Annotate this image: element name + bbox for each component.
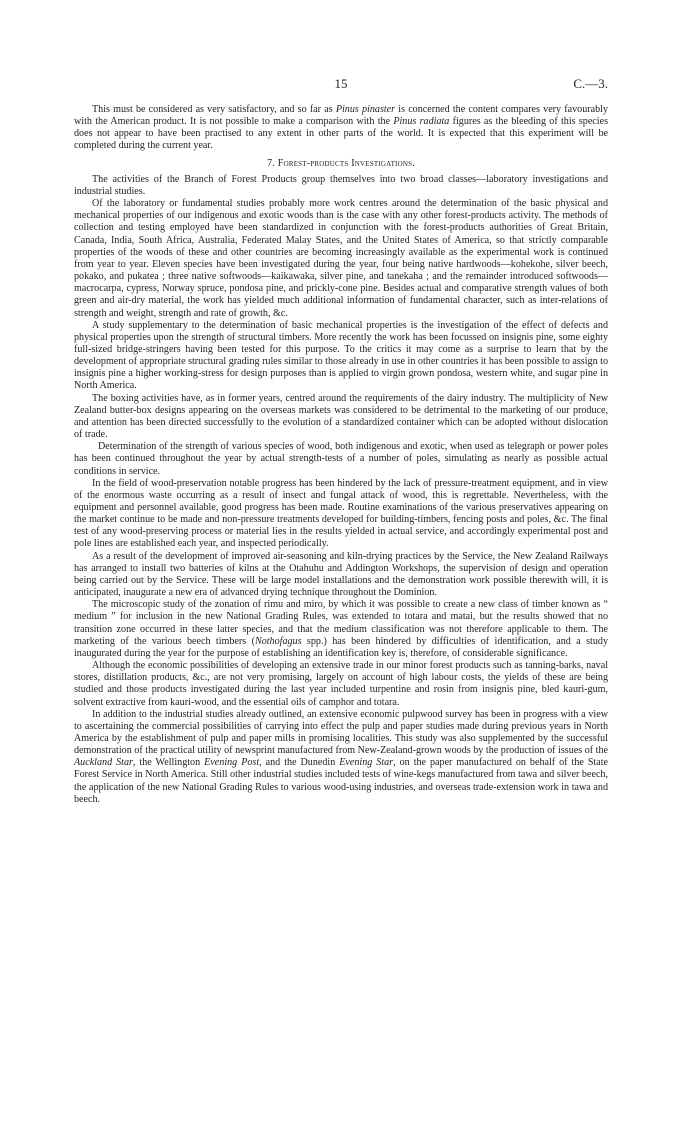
body-text (74, 104, 608, 806)
paragraph-minor-products: Although the economic possibilities of developing an extensive trade in our minor forest products such as tanning-barks, naval stores, distillation products, &c., are not very promising, largely on account of high labour costs, the yields of these are being studied and those products investigated during the last year included turpentine and rosin from insignis pine, bled kauri-gum, solvent extractive from kauri-wood, and the essential oils of camphor and totara. (74, 660, 608, 708)
paragraph-preservation: In the field of wood-preservation notable progress has been hindered by the lack of pressure-treatment equipment, and in view of the enormous waste occurring as a result of insect and fungal attack of wood, this is regrettable. Nevertheless, with the equipment and personnel available, good progress has been made. Routine examinations of the various preservatives appearing on the market continue to be made and non-pressure treatments developed for building-timbers, fencing posts and poles, &c. The final test of any wood-preserving process or material lies in the results yielded in actual service, and accordingly experimental post and pole lines are established each year, and inspected periodically. (74, 477, 608, 550)
newspaper-title: Evening Star (339, 757, 394, 769)
running-head (74, 78, 608, 92)
page-number: 15 (334, 76, 348, 91)
section-heading-text: 7. Forest-products Investigations. (267, 157, 415, 169)
paragraph-kiln-drying: As a result of the development of improved air-seasoning and kiln-drying practices by the Service, the New Zealand Railways has arranged to install two batteries of kilns at the Otahuhu and Addington Workshops, the supervision of design and operation being carried out by the Service. These will be large model installations and the demonstration work possible therewith will, it is anticipated, inaugurate a new era of advanced drying technique throughout the Dominion. (74, 550, 608, 599)
section-heading (74, 158, 608, 170)
newspaper-title: Evening Post (204, 757, 260, 769)
paragraph-laboratory: Of the laboratory or fundamental studies probably more work centres around the determination of the basic physical and mechanical properties of our indigenous and exotic woods than is the case with any other forest-products activity. The methods of collection and testing employed have been standardized in conjunction with the forest-products authorities of Great Britain, Canada, India, South Africa, Australia, Federated Malay States, and the United States of America, so that strictly comparable properties of the woods of these and other countries are becoming increasingly available as the experimental work is continued from year to year. Eleven species have been investigated during the year, four being native hardwoods—kohekohe, silver beech, pokako, and pukatea ; three native softwoods—kaikawaka, silver pine, and tanekaha ; and the remainder introduced softwoods—macrocarpa, cypress, Norway spruce, pondosa pine, and prickly-cone pine. Besides actual and comparative strength values of both green and air-dry material, the work has yielded much additional information of fundamental character, such as inter-relations of strength and weight, strength and rate of growth, &c. (74, 198, 608, 319)
species-name: Pinus radiata (393, 116, 450, 128)
paragraph-supplementary-study: A study supplementary to the determination of basic mechanical properties is the investigation of the effect of defects and physical properties upon the strength of structural timbers. More recently the work has been focussed on insignis pine, some eighty full-sized bridge-stringers having been tested for this purpose. To the critics it may come as a surprise to learn that by the development of appropriate structural grading rules similar to those already in use in other countries it has been possible to assign to insignis pine a higher working-stress for design purposes than is applied to virgin grown pondosa, western white, and sugar pine in North America. (74, 319, 608, 392)
paragraph-classes: The activities of the Branch of Forest Products group themselves into two broad classes—laboratory investigations and industrial studies. (74, 173, 608, 197)
paragraph-pulpwood (74, 709, 608, 806)
text-run: In addition to the industrial studies already outlined, an extensive economic pulpwood survey has been in progress with a view to ascertaining the commercial possibilities of carrying into effect the pulp and paper studies made during previous years in North America by the establishment of pulp and paper mills in promising localities. This study was also supplemented by the successful demonstration of the practical utility of newsprint manufactured from New-Zealand-grown woods by the production of issues of the (74, 708, 608, 757)
paragraph-poles: Determination of the strength of various species of wood, both indigenous and exotic, when used as telegraph or power poles has been continued throughout the year by actual strength-tests of a number of poles, simulating as nearly as possible actual conditions in service. (74, 441, 608, 477)
species-name: Pinus pinaster (335, 104, 396, 115)
text-run: spp.) has been hindered by difficulties of identification, and a study inaugurated during the year for the purpose of establishing an identification key is, therefore, of considerable significance. (74, 635, 608, 659)
text-run: , and the Dunedin (259, 757, 340, 769)
text-run: The microscopic study of the zonation of rimu and miro, by which it was possible to create a new class of timber known as “ medium ” for inclusion in the new National Grading Rules, was extended to totara and matai, but the results showed that no transition zone occurred in these latter species, and that the medium classification was not therefore applicable to them. The marketing of the various beech timbers ( (74, 599, 608, 647)
text-run: This must be considered as very satisfactory, and so far as (92, 104, 336, 115)
text-run: , on the paper manufactured on behalf of the State Forest Service in North America. Still other industrial studies included tests of wine-kegs manufactured from tawa and silver beech, the application of the new National Grading Rules to various wood-using industries, and overseas trade-extension work in tawa and beech. (74, 757, 608, 805)
text-run: is concerned the content compares very favourably with the American product. It is not possible to make a comparison with the (74, 104, 608, 128)
paragraph-pinaster (74, 104, 608, 153)
paragraph-microscopic-study (74, 599, 608, 660)
paragraph-boxing: The boxing activities have, as in former years, centred around the requirements of the dairy industry. The multiplicity of New Zealand butter-box designs appearing on the overseas markets was considered to be detrimental to the marketing of our produce, and attention has been directed successfully to the evolution of a standardized container which can be adopted without dislocation of trade. (74, 392, 608, 441)
sheet-reference: C.—3. (573, 76, 608, 91)
text-run: figures as the bleeding of this species does not appear to have been practised to any extent in other parts of the world. It is expected that this experiment will be completed during the current year. (74, 116, 608, 152)
newspaper-title: Auckland Star (74, 757, 133, 769)
genus-name: Nothofagus (254, 635, 302, 647)
text-run: , the Wellington (132, 757, 205, 769)
